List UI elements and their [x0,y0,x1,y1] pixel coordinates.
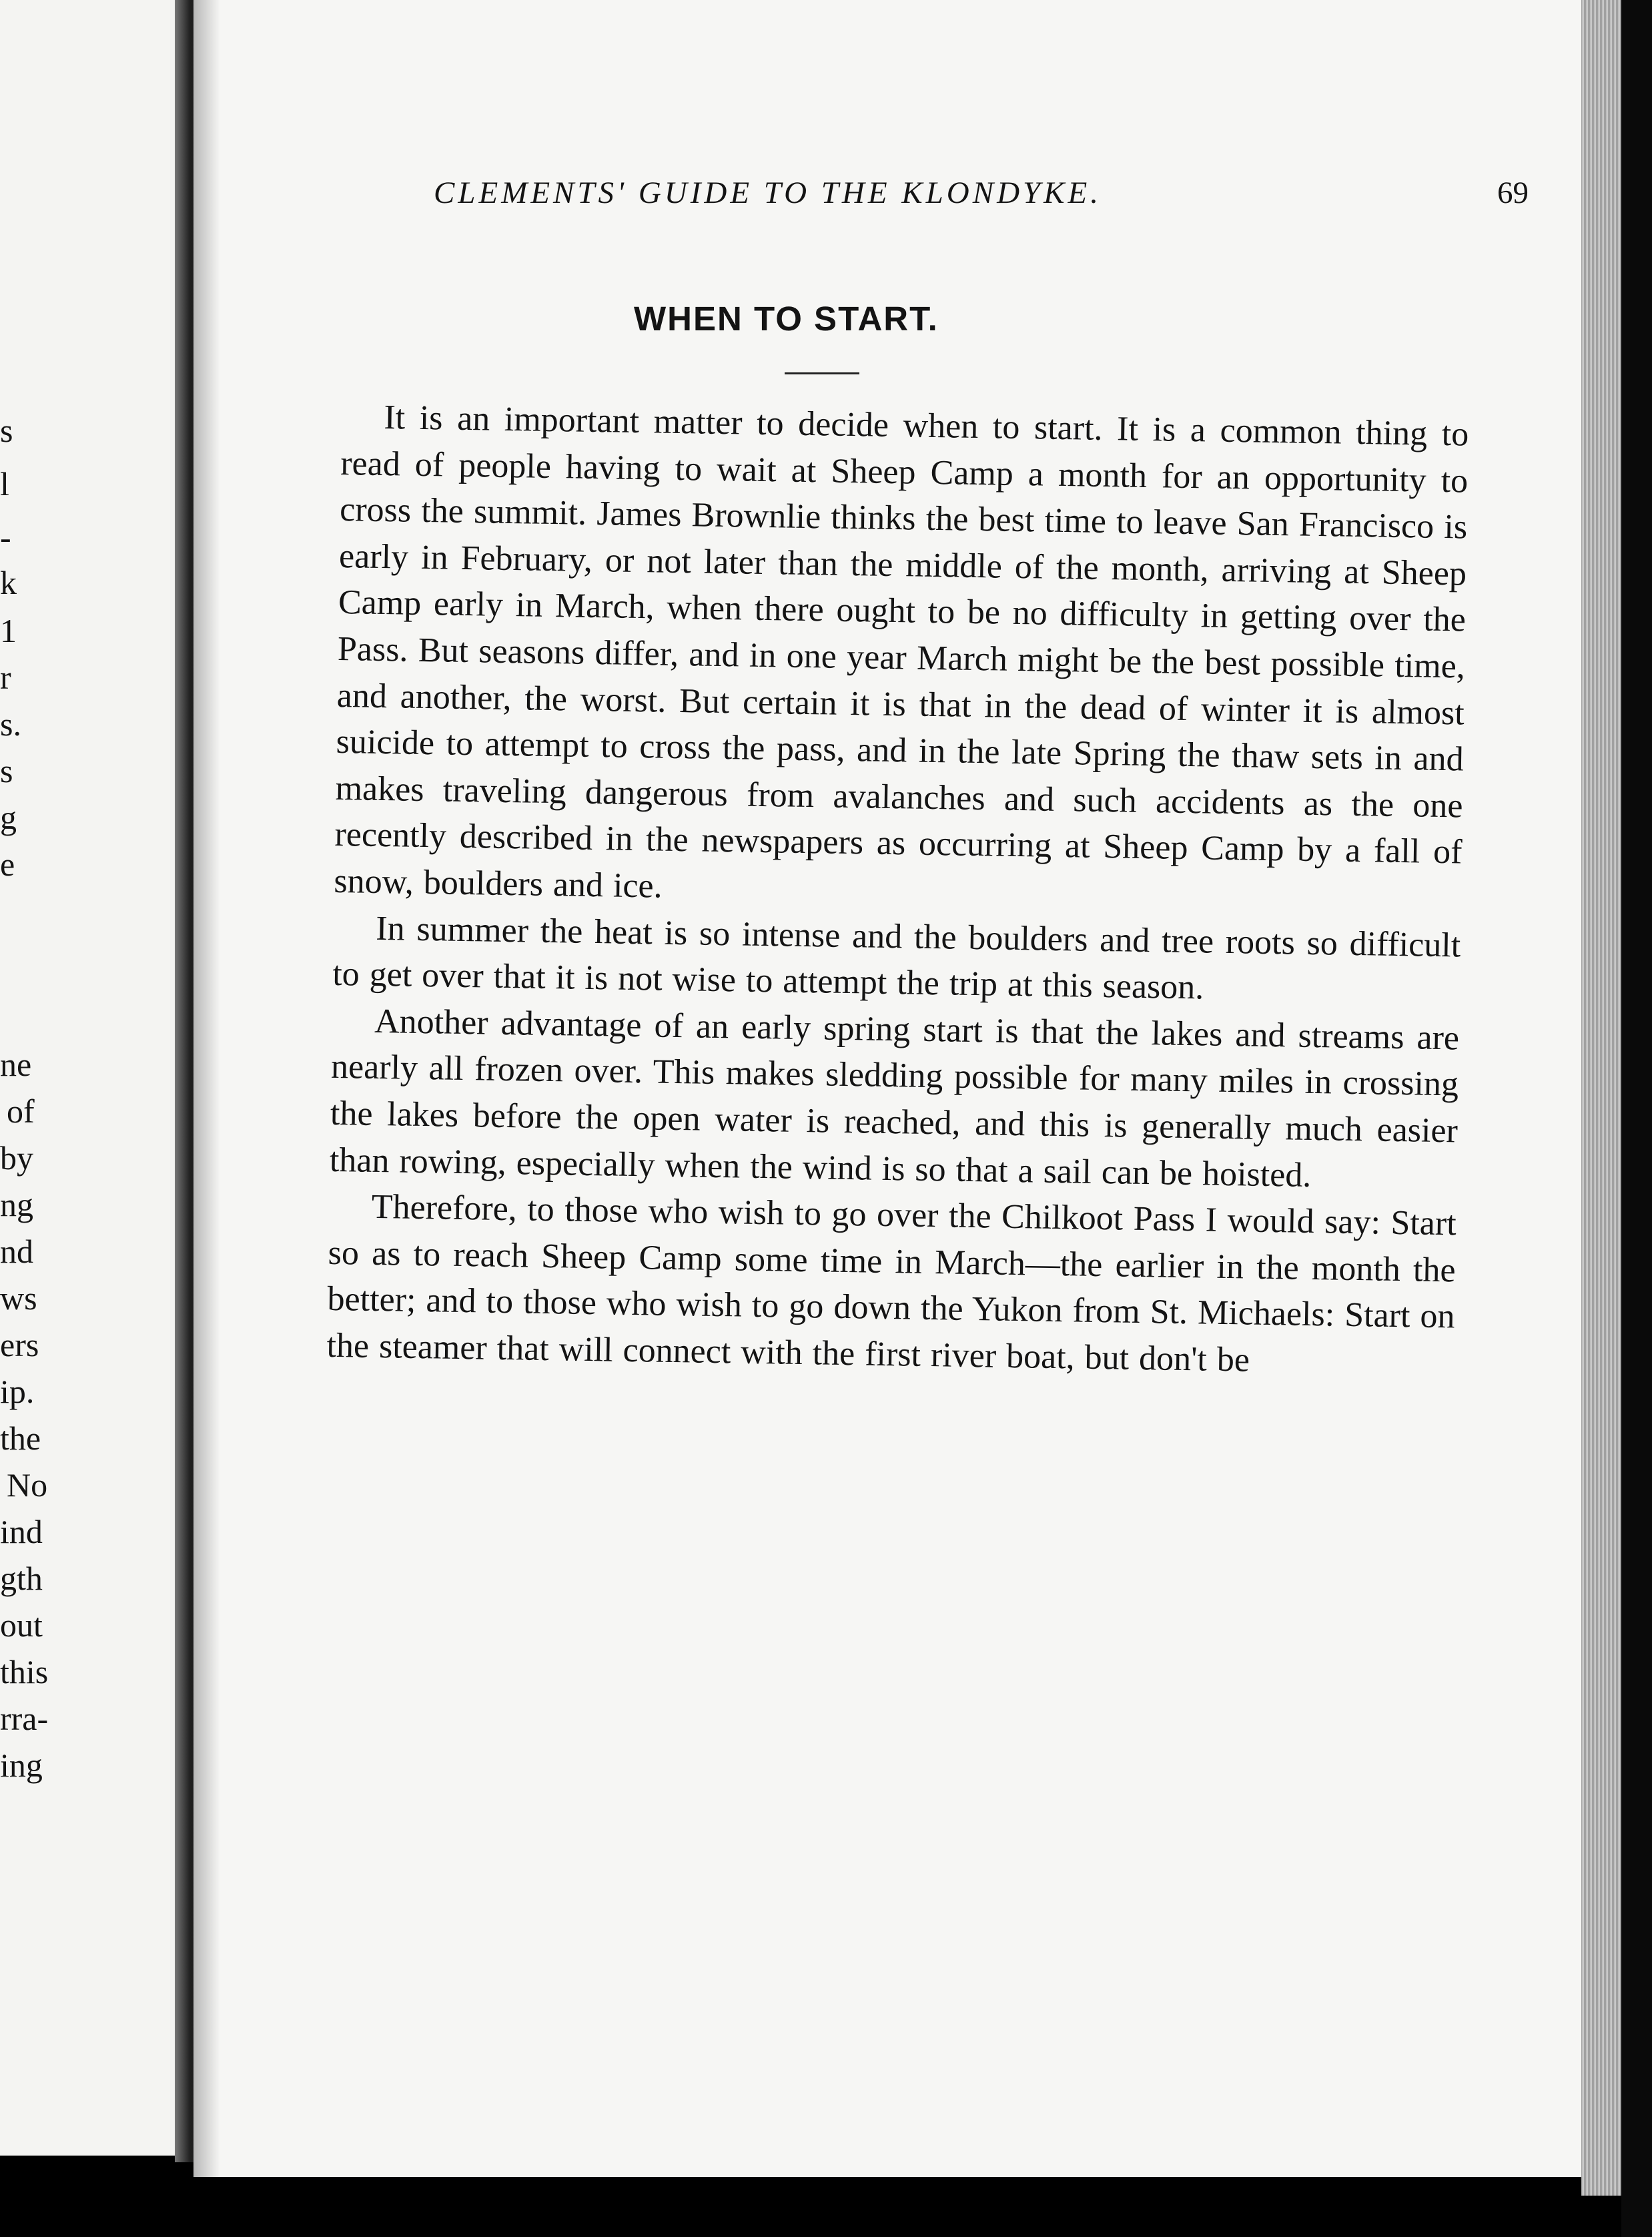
left-page-fragment: ng [0,1186,33,1223]
left-page-fragment: 1 [0,612,17,649]
left-page-fragment: k [0,564,17,601]
left-page-fragment: ws [0,1279,37,1317]
chapter-heading: WHEN TO START. [634,300,939,338]
paragraph-4: Therefore, to those who wish to go over the Chilkoot Pass I would say: Start so as to reach Sheep Camp some time in March—the earlier in the month the better; and to those who wish to go down the Yukon from St. Michaels: Start on the steamer that will connect with the first river boat, but don't be [326,1187,1457,1379]
heading-rule [785,372,859,374]
left-page-fragment: e [0,846,15,883]
running-head-title: CLEMENTS' GUIDE TO THE KLONDYKE. [434,176,1102,210]
body-text [326,394,1469,1387]
left-page-fragment: ip. [0,1373,35,1410]
paragraph-1: It is an important matter to decide when to start. It is a common thing to read of people having to wait at Sheep Camp a month for an opportunity to cross the summit. James Brownlie thinks the best time to leave San Francisco is early in February, or not later than the middle of the month, arriving at Sheep Camp early in March, when there ought to be no difficulty in getting over the Pass. But seasons differ, and in one year March might be the best possible time, and another, the worst. But certain it is that in the dead of winter it is almost suicide to attempt to cross the pass, and in the late Spring the thaw sets in and makes traveling dangerous from avalanches and such accidents as the one recently described in the newspapers as occurring at Sheep Camp by a fall of snow, boulders and ice. [334,398,1469,906]
left-page-fragment: ind [0,1513,43,1550]
paragraph-3: Another advantage of an early spring start is that the lakes and streams are nearly all frozen over. This makes sledding possible for many miles in crossing the lakes before the open water is reached, and this is generally much easier than rowing, especially when the wind is so that a sail can be hoisted. [329,1002,1460,1195]
left-page-fragment: ing [0,1746,43,1784]
left-page-fragment: ne [0,1046,32,1083]
scan-border [1621,0,1652,2237]
left-page-fragment: s. [0,705,21,743]
left-facing-page [0,0,188,2156]
left-page-fragment: out [0,1606,43,1644]
left-page-fragment: l [0,465,9,503]
left-page-fragment: s [0,412,13,449]
running-head [434,175,1529,211]
paragraph-2: In summer the heat is so intense and the boulders and tree roots so difficult to get over that it is not wise to attempt the trip at this season. [332,909,1461,1007]
left-page-fragment: by [0,1139,33,1177]
left-page-fragment: the [0,1419,41,1457]
left-page-fragment: - [0,519,11,556]
left-page-fragment: this [0,1653,49,1690]
left-page-fragment: nd [0,1233,33,1270]
left-page-fragment: ers [0,1326,39,1363]
left-page-fragment: gth [0,1560,43,1597]
left-page-fragment: g [0,799,17,836]
left-page-fragment: s [0,752,13,789]
left-page-fragment: r [0,659,11,696]
left-page-fragment: No [7,1466,48,1504]
left-page-fragment: of [7,1092,35,1130]
right-page [193,0,1581,2177]
page-number: 69 [1497,176,1529,210]
left-page-fragment: rra- [0,1700,49,1737]
page-edge-stack [1581,0,1621,2196]
